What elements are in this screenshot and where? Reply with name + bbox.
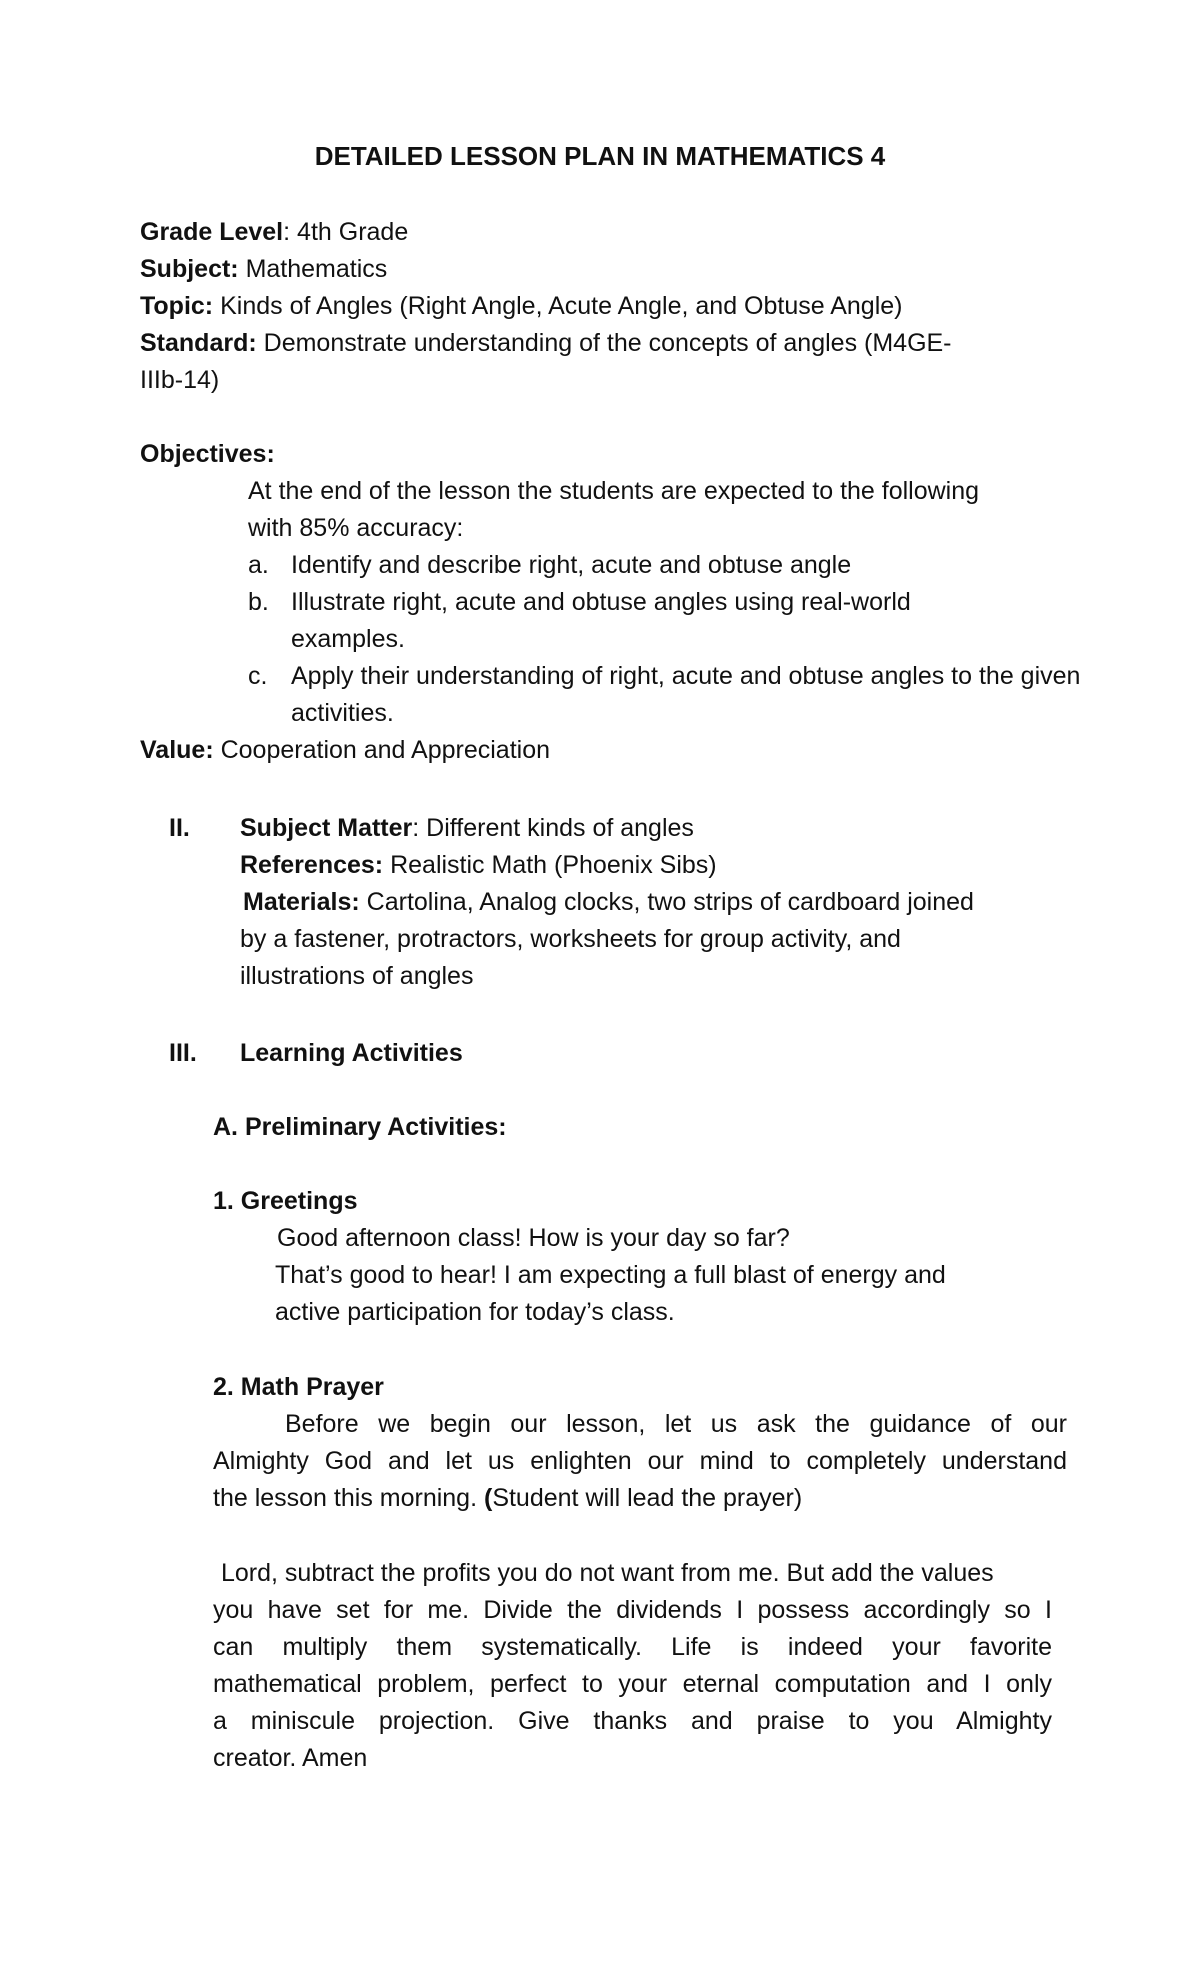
objective-marker: a. [248, 551, 269, 579]
section-2-subject-matter [240, 810, 1080, 995]
prayer-line: you have set for me. Divide the dividends I possess accordingly so I [213, 1596, 1052, 1624]
greetings-line1: Good afternoon class! How is your day so far? [277, 1224, 790, 1252]
subject-matter-line [240, 810, 1080, 847]
standard-value-line1: Demonstrate understanding of the concepts of angles (M4GE- [256, 329, 952, 357]
prayer-intro-paren: ( [483, 1484, 493, 1512]
standard-line [140, 325, 1100, 362]
subject-matter-label: Subject Matter [240, 814, 413, 842]
materials-value-line1: Cartolina, Analog clocks, two strips of cardboard joined [359, 888, 974, 916]
objectives-heading: Objectives: [140, 440, 275, 468]
grade-level-line [140, 214, 1100, 251]
subject-label: Subject: [140, 255, 239, 283]
subject-matter-sep: : [412, 814, 427, 842]
topic-value: Kinds of Angles (Right Angle, Acute Angle, and Obtuse Angle) [213, 292, 903, 320]
objective-item [248, 584, 1001, 658]
greetings-block [275, 1220, 946, 1331]
prayer-text [213, 1555, 1052, 1777]
value-line [140, 732, 550, 769]
section-2-number: II. [169, 814, 190, 842]
topic-line [140, 288, 1100, 325]
value-value: Cooperation and Appreciation [213, 736, 551, 764]
prayer-intro-line3 [213, 1480, 1067, 1517]
objective-text: Identify and describe right, acute and obtuse angle [291, 551, 852, 579]
prayer-line: mathematical problem, perfect to your eternal computation and I only [213, 1670, 1052, 1698]
grade-level-value: 4th Grade [297, 218, 409, 246]
references-value: Realistic Math (Phoenix Sibs) [383, 851, 717, 879]
grade-level-label: Grade Level [140, 218, 284, 246]
greetings-line2: That’s good to hear! I am expecting a full blast of energy and [275, 1261, 946, 1289]
objective-marker: c. [248, 662, 268, 690]
prayer-intro-line3-b: Student will lead the prayer) [492, 1484, 803, 1512]
document-title: DETAILED LESSON PLAN IN MATHEMATICS 4 [314, 141, 886, 171]
prayer-intro-line1: Before we begin our lesson, let us ask the guidance of our [285, 1410, 1067, 1438]
prayer-line: creator. Amen [213, 1744, 368, 1772]
objectives-block [248, 473, 1081, 732]
preliminary-activities-heading: A. Preliminary Activities: [213, 1113, 507, 1141]
materials-line [240, 884, 1080, 921]
section-3-heading: Learning Activities [240, 1039, 463, 1067]
objectives-heading-wrap [140, 436, 275, 473]
section-3-number: III. [169, 1039, 197, 1067]
prayer-line: can multiply them systematically. Life is indeed your favorite [213, 1633, 1052, 1661]
topic-label: Topic: [140, 292, 214, 320]
materials-value-line3: illustrations of angles [240, 962, 474, 990]
value-label: Value: [140, 736, 214, 764]
materials-label: Materials: [243, 888, 360, 916]
references-label: References: [240, 851, 384, 879]
subject-matter-value: Different kinds of angles [426, 814, 694, 842]
prayer-intro-line2: Almighty God and let us enlighten our mind to completely understand [213, 1447, 1067, 1475]
grade-level-sep: : [283, 218, 298, 246]
objective-item [248, 658, 1081, 732]
objective-item [248, 547, 1038, 584]
prayer-line: Lord, subtract the profits you do not want from me. But add the values [221, 1559, 994, 1587]
objective-text: Illustrate right, acute and obtuse angles using real-world examples. [291, 588, 911, 653]
standard-value-line2: IIIb-14) [140, 366, 220, 394]
objective-marker: b. [248, 588, 269, 616]
subject-line [140, 251, 1100, 288]
objectives-intro-line1: At the end of the lesson the students are expected to the following [248, 477, 980, 505]
references-line [240, 847, 1080, 884]
prayer-line: a miniscule projection. Give thanks and praise to you Almighty [213, 1707, 1052, 1735]
objectives-list [248, 547, 1081, 732]
greetings-line3: active participation for today’s class. [275, 1298, 675, 1326]
materials-value-line2: by a fastener, protractors, worksheets for group activity, and [240, 925, 901, 953]
greetings-heading: 1. Greetings [213, 1187, 358, 1215]
prayer-intro-line3-a: the lesson this morning. [213, 1484, 484, 1512]
objective-text: Apply their understanding of right, acute and obtuse angles to the given activities. [291, 662, 1081, 727]
lesson-info [140, 214, 1100, 399]
subject-value: Mathematics [238, 255, 388, 283]
objectives-intro-line2: with 85% accuracy: [248, 514, 464, 542]
math-prayer-intro [213, 1406, 1067, 1517]
math-prayer-heading: 2. Math Prayer [213, 1373, 384, 1401]
standard-label: Standard: [140, 329, 257, 357]
